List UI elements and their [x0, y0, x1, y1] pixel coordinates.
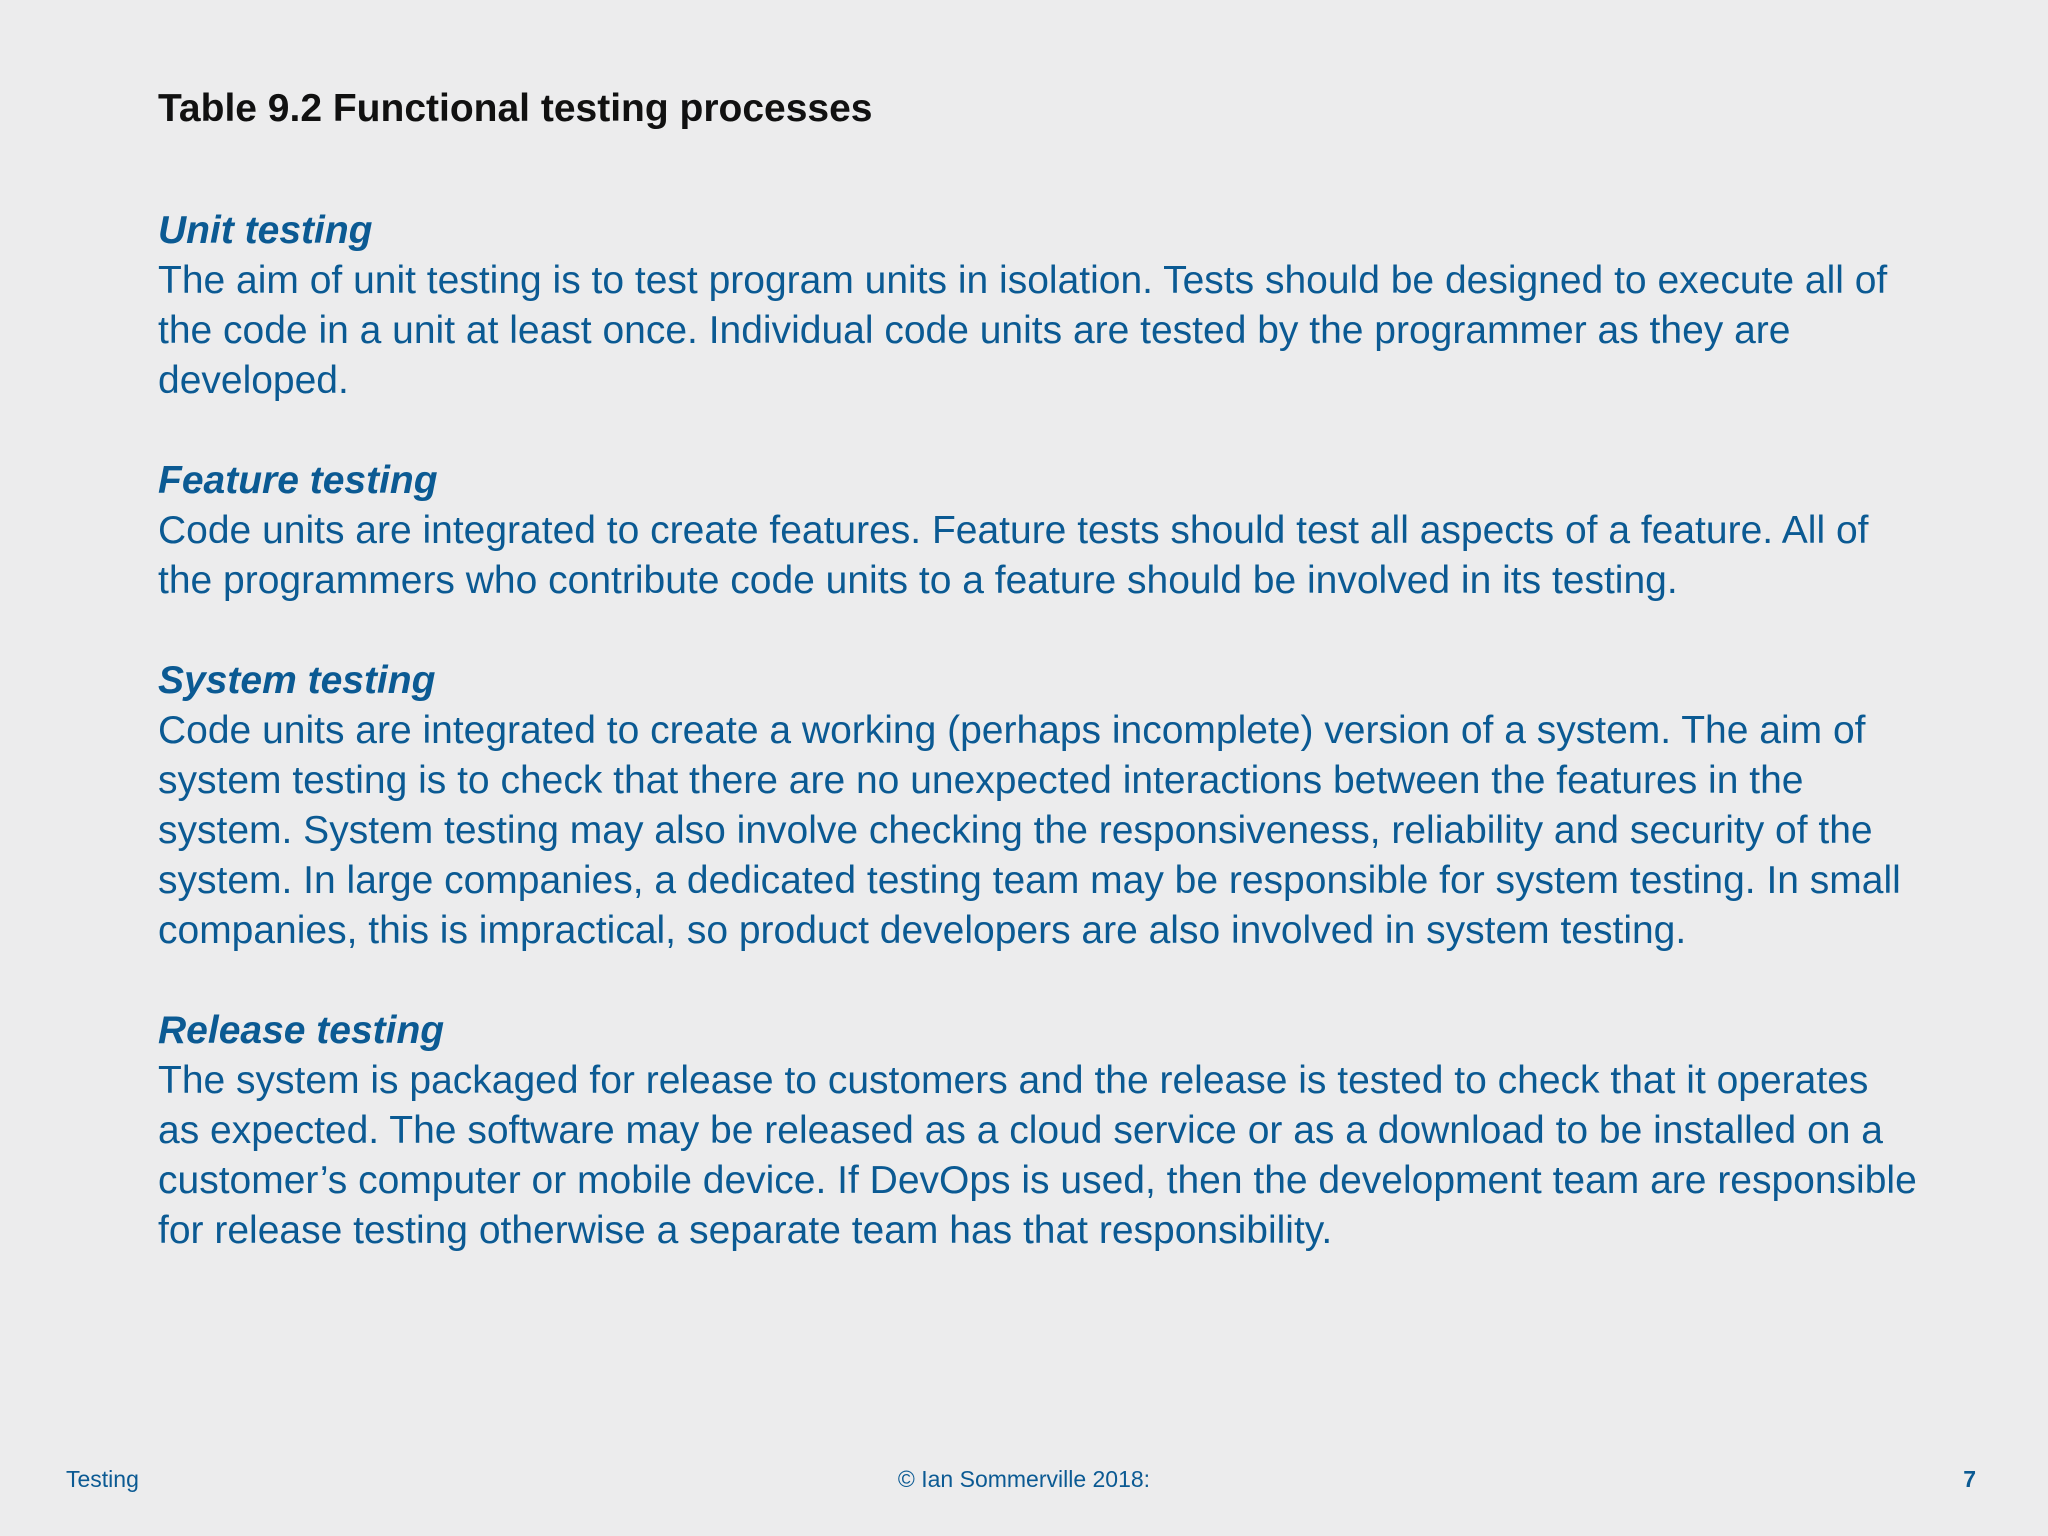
- section-heading: System testing: [158, 659, 436, 702]
- section-body: The system is packaged for release to customers and the release is tested to check that it operates as expected. The software may be released as a cloud service or as a download to be installed on a customer’s computer or mobile device. If DevOps is used, then the development team are responsible for release testing otherwise a separate team has that responsibility.: [158, 1059, 1917, 1252]
- section-unit-testing: [158, 206, 1918, 406]
- section-heading: Feature testing: [158, 459, 438, 502]
- section-release-testing: [158, 1006, 1918, 1256]
- footer-page-number: 7: [1963, 1466, 1976, 1492]
- section-heading: Unit testing: [158, 209, 373, 252]
- section-body: The aim of unit testing is to test program units in isolation. Tests should be designed to execute all of the code in a unit at least once. Individual code units are tested by the programmer as they are developed.: [158, 259, 1888, 402]
- section-feature-testing: [158, 456, 1918, 606]
- section-body: Code units are integrated to create features. Feature tests should test all aspects of a feature. All of the programmers who contribute code units to a feature should be involved in its testing.: [158, 509, 1869, 602]
- footer-copyright: © Ian Sommerville 2018:: [897, 1466, 1151, 1492]
- page-title: Table 9.2 Functional testing processes: [158, 87, 873, 130]
- section-body: Code units are integrated to create a working (perhaps incomplete) version of a system. The aim of system testing is to check that there are no unexpected interactions between the features in the system. System testing may also involve checking the responsiveness, reliability and security of the system. In large companies, a dedicated testing team may be responsible for system testing. In small companies, this is impractical, so product developers are also involved in system testing.: [158, 709, 1901, 952]
- section-heading: Release testing: [158, 1009, 445, 1052]
- content-area: [158, 206, 1918, 1306]
- section-system-testing: [158, 656, 1918, 956]
- footer-section-name: Testing: [66, 1466, 139, 1492]
